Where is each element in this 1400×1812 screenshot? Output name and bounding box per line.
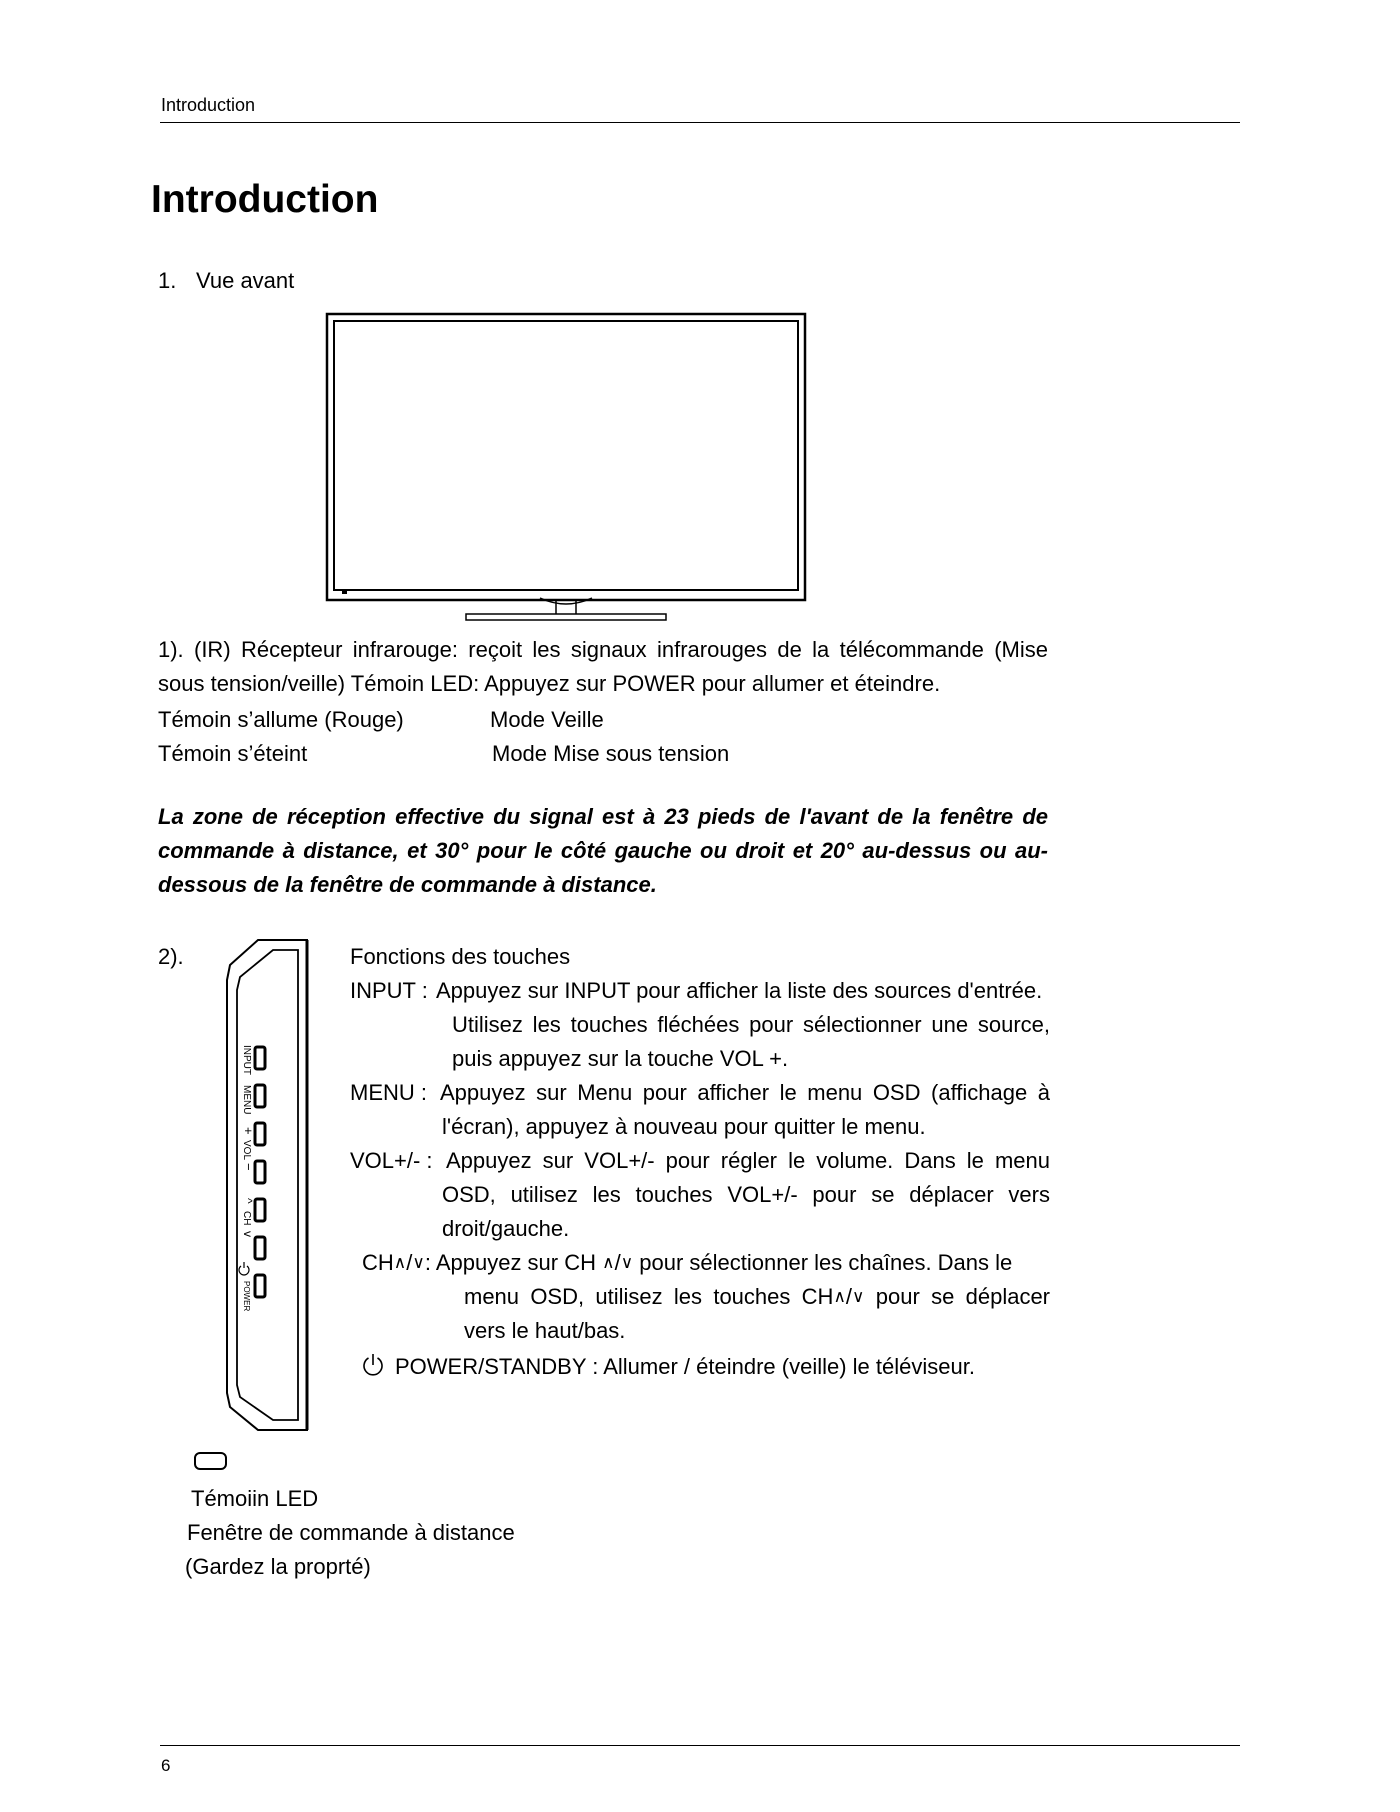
reception-range-note: La zone de réception effective du signal est à 23 pieds de l'avant de la fenêtre de commande à distance, et 30° pour le côté gauche ou droit et 20° au-dessus ou au-dessous de la fenêtre de commande à distance. [158,804,1048,897]
ch-up-glyph-2: ∧ [602,1253,615,1273]
ch-text-1b: pour sélectionner les chaînes. Dans le [633,1250,1013,1275]
side-label-power: POWER [242,1281,251,1312]
menu-key: MENU : [350,1080,427,1105]
ch-down-glyph: ∨ [412,1253,425,1273]
ch-line-1 [362,1246,1012,1282]
power-icon [361,1352,385,1378]
keep-clean-caption: (Gardez la proprté) [185,1554,371,1579]
ch-down-glyph-3: ∨ [852,1287,865,1307]
side-power-icon [239,1262,249,1275]
running-header: Introduction [161,95,256,115]
input-key: INPUT : [350,978,428,1003]
ch-text-2a: menu OSD, utilisez les touches CH [464,1284,834,1309]
vol-key: VOL+/- : [350,1148,433,1173]
ch-slash-3: / [845,1284,853,1309]
ch-slash-2: / [614,1250,621,1275]
remote-window-caption: Fenêtre de commande à distance [187,1520,515,1545]
led-state-off: Témoin s’éteint [158,741,308,766]
input-line-1: Appuyez sur INPUT pour afficher la liste des sources d'entrée. [436,978,1043,1003]
side-label-ch-down: v [241,1231,255,1237]
vol-line-1: Appuyez sur VOL+/- pour régler le volume. Dans le menu [446,1148,1050,1173]
side-button-panel-illustration [220,935,320,1435]
tv-front-view-illustration [320,310,810,625]
side-label-vol: VOL [241,1140,252,1161]
section-2-number: 2). [158,944,184,969]
side-label-input: INPUT [241,1045,252,1075]
ch-text-1a: : Appuyez sur CH [424,1250,603,1275]
functions-heading: Fonctions des touches [350,944,571,969]
side-label-minus: − [241,1163,256,1171]
led-mode-standby: Mode Veille [490,707,604,732]
power-standby-text: POWER/STANDBY : Allumer / éteindre (veille) le téléviseur. [395,1354,975,1379]
ir-receiver-paragraph: 1). (IR) Récepteur infrarouge: reçoit les signaux infrarouges de la télécommande (Mise sous tension/veille) Témoin LED: Appuyez sur POWER pour allumer et éteindre. [158,637,1048,696]
side-label-menu: MENU [241,1085,252,1115]
led-caption: Témoiin LED [191,1486,319,1511]
ch-key: CH [362,1250,394,1275]
section-1-number: 1. [158,268,177,293]
led-mode-power-on: Mode Mise sous tension [492,741,730,766]
page-number: 6 [161,1756,171,1775]
ch-line-3: vers le haut/bas. [464,1318,626,1343]
side-label-ch-up: ^ [241,1198,255,1204]
led-state-on: Témoin s’allume (Rouge) [158,707,404,732]
ch-line-2 [464,1280,1050,1316]
page-title: Introduction [151,178,379,221]
menu-line-1: Appuyez sur Menu pour afficher le menu OSD (affichage à [440,1080,1050,1105]
header-rule [160,122,1240,123]
ch-slash: / [406,1250,413,1275]
menu-continuation: l'écran), appuyez à nouveau pour quitter le menu. [442,1114,926,1139]
side-label-plus: + [241,1127,256,1135]
ch-text-2b: pour se déplacer [864,1284,1051,1309]
side-label-ch: CH [241,1211,252,1226]
ch-down-glyph-2: ∨ [620,1253,634,1273]
input-continuation: Utilisez les touches fléchées pour sélectionner une source, puis appuyez sur la touche VOL +. [452,1012,1050,1071]
vol-continuation: OSD, utilisez les touches VOL+/- pour se déplacer vers droit/gauche. [442,1182,1050,1241]
footer-rule [160,1745,1240,1746]
led-indicator-icon [193,1450,229,1472]
section-1-label: Vue avant [196,268,295,293]
ch-up-glyph-3: ∧ [833,1287,846,1307]
ch-up-glyph: ∧ [393,1253,407,1273]
